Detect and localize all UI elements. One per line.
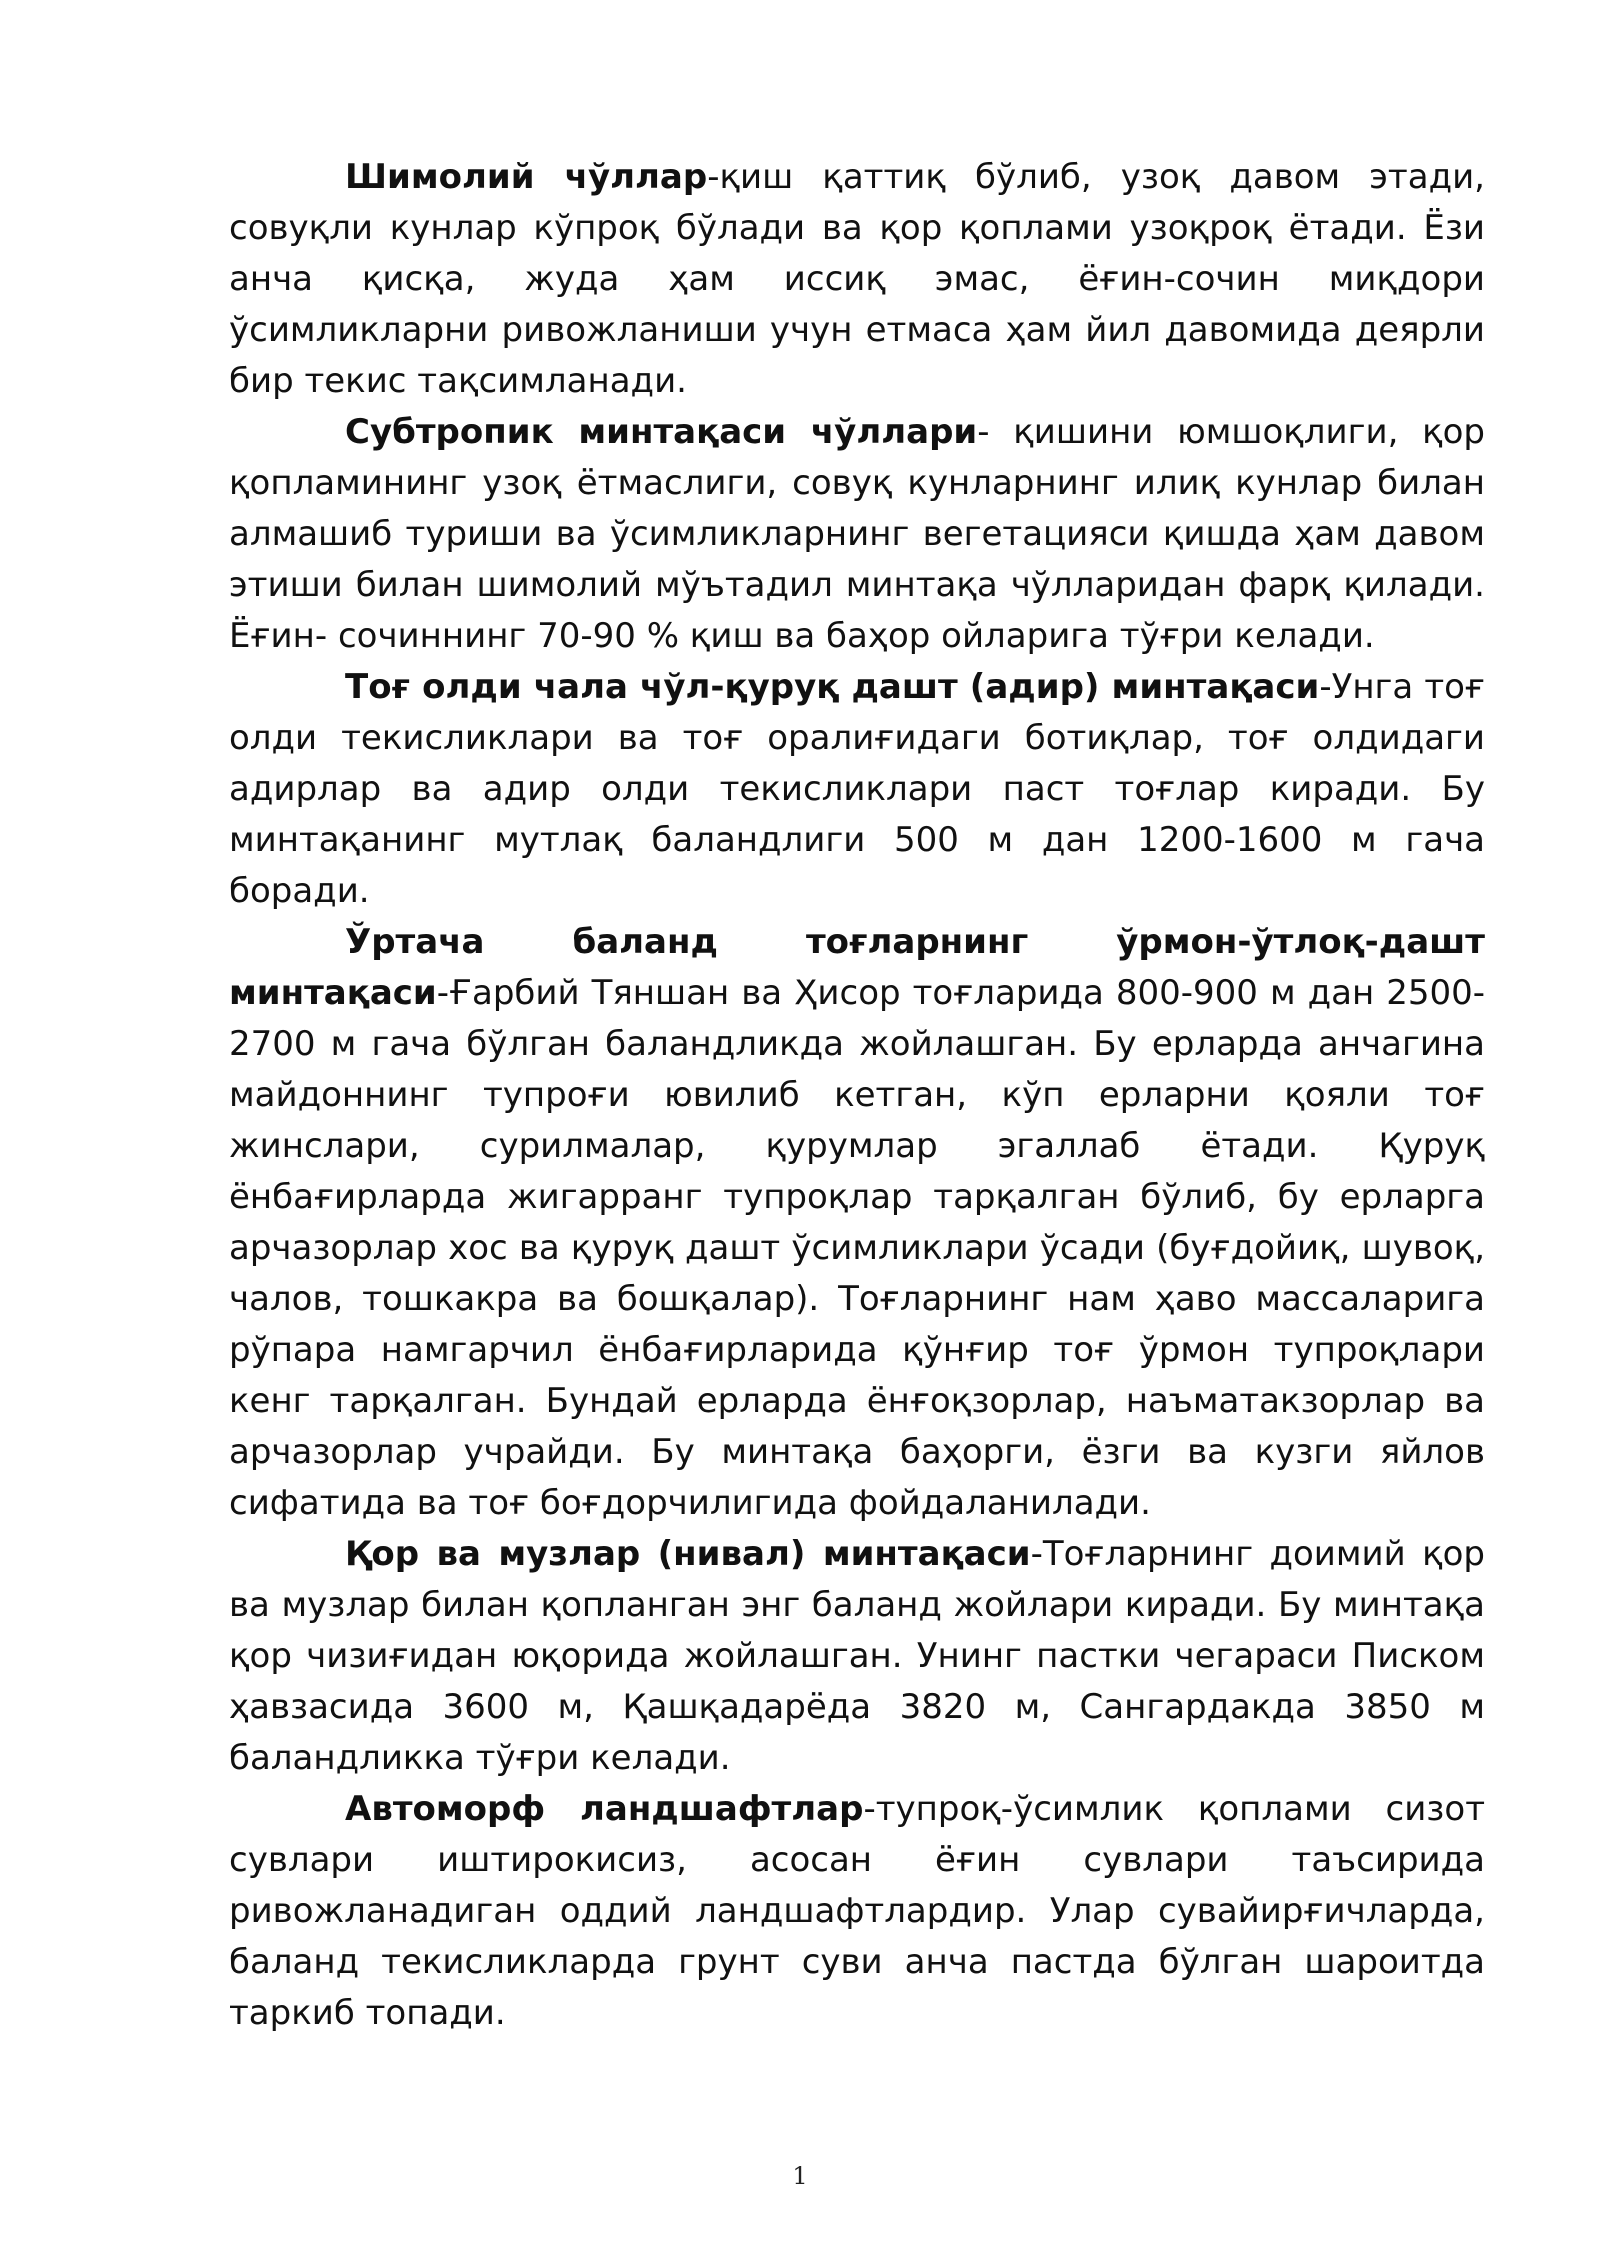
- paragraph-term: Тоғ олди чала чўл-қуруқ дашт (адир) минтақаси: [345, 667, 1320, 707]
- paragraph-foothill-zone: [229, 662, 1485, 917]
- paragraph-text: - қишини юмшоқлиги, қор қопламининг узоқ ётмаслиги, совуқ кунларнинг илиқ кунлар билан алмашиб туриши ва ўсимликларнинг вегетацияси қишда ҳам давом этиши билан шимолий мўътадил минтақа чўлларидан фарқ қилади. Ёғин- сочиннинг 70-90 % қиш ва баҳор ойларига тўғри келади.: [229, 412, 1486, 656]
- paragraph-automorphic-landscapes: [229, 1784, 1485, 2039]
- paragraph-text: -Ғарбий Тяншан ва Ҳисор тоғларида 800-900 м дан 2500-2700 м гача бўлган баландликда жойлашган. Бу ерларда анчагина майдоннинг тупроғи ювилиб кетган, кўп ерларни қояли тоғ жинслари, сурилмалар, қурумлар эгаллаб ётади. Қуруқ ёнбағирларда жигарранг тупроқлар тарқалган бўлиб, бу ерларга арчазорлар хос ва қуруқ дашт ўсимликлари ўсади (буғдойиқ, шувоқ, чалов, тошкакра ва бошқалар). Тоғларнинг нам ҳаво массаларига рўпара намгарчил ёнбағирларида қўнғир тоғ ўрмон тупроқлари кенг тарқалган. Бундай ерларда ёнғоқзорлар, наъматакзорлар ва арчазорлар учрайди. Бу минтақа баҳорги, ёзги ва кузги яйлов сифатида ва тоғ боғдорчилигида фойдаланилади.: [229, 973, 1485, 1523]
- paragraph-text: -Унга тоғ олди текисликлари ва тоғ оралиғидаги ботиқлар, тоғ олдидаги адирлар ва адир олди текисликлари паст тоғлар киради. Бу минтақанинг мутлақ баландлиги 500 м дан 1200-1600 м гача боради.: [229, 667, 1486, 911]
- paragraph-text: -қиш қаттиқ бўлиб, узоқ давом этади, совуқли кунлар кўпроқ бўлади ва қор қоплами узоқроқ ётади. Ёзи анча қисқа, жуда ҳам иссиқ эмас, ёғин-сочин миқдори ўсимликларни ривожланиши учун етмаса ҳам йил давомида деярли бир текис тақсимланади.: [229, 157, 1485, 401]
- page-number: 1: [792, 2162, 808, 2190]
- paragraph-term: Қор ва музлар (нивал) минтақаси: [345, 1534, 1031, 1574]
- paragraph-term: Автоморф ландшафтлар: [345, 1789, 864, 1829]
- paragraph-northern-deserts: [229, 152, 1485, 407]
- document-body: [229, 152, 1485, 2039]
- paragraph-subtropical-deserts: [229, 407, 1485, 662]
- paragraph-term: Субтропик минтақаси чўллари: [345, 412, 978, 452]
- paragraph-term: Ўртача баланд тоғларнинг ўрмон-ўтлоқ-дашт минтақаси: [229, 922, 1485, 1013]
- paragraph-mid-mountain-zone: [229, 917, 1485, 1529]
- paragraph-term: Шимолий чўллар: [345, 157, 708, 197]
- paragraph-text: -тупроқ-ўсимлик қоплами сизот сувлари иштирокисиз, асосан ёғин сувлари таъсирида ривожланадиган оддий ландшафтлардир. Улар сувайирғичларда, баланд текисликларда грунт суви анча пастда бўлган шароитда таркиб топади.: [229, 1789, 1485, 2033]
- paragraph-nival-zone: [229, 1529, 1485, 1784]
- paragraph-text: -Тоғларнинг доимий қор ва музлар билан қопланган энг баланд жойлари киради. Бу минтақа қор чизиғидан юқорида жойлашган. Унинг пастки чегараси Писком ҳавзасида 3600 м, Қашқадарёда 3820 м, Сангардакда 3850 м баландликка тўғри келади.: [229, 1534, 1486, 1778]
